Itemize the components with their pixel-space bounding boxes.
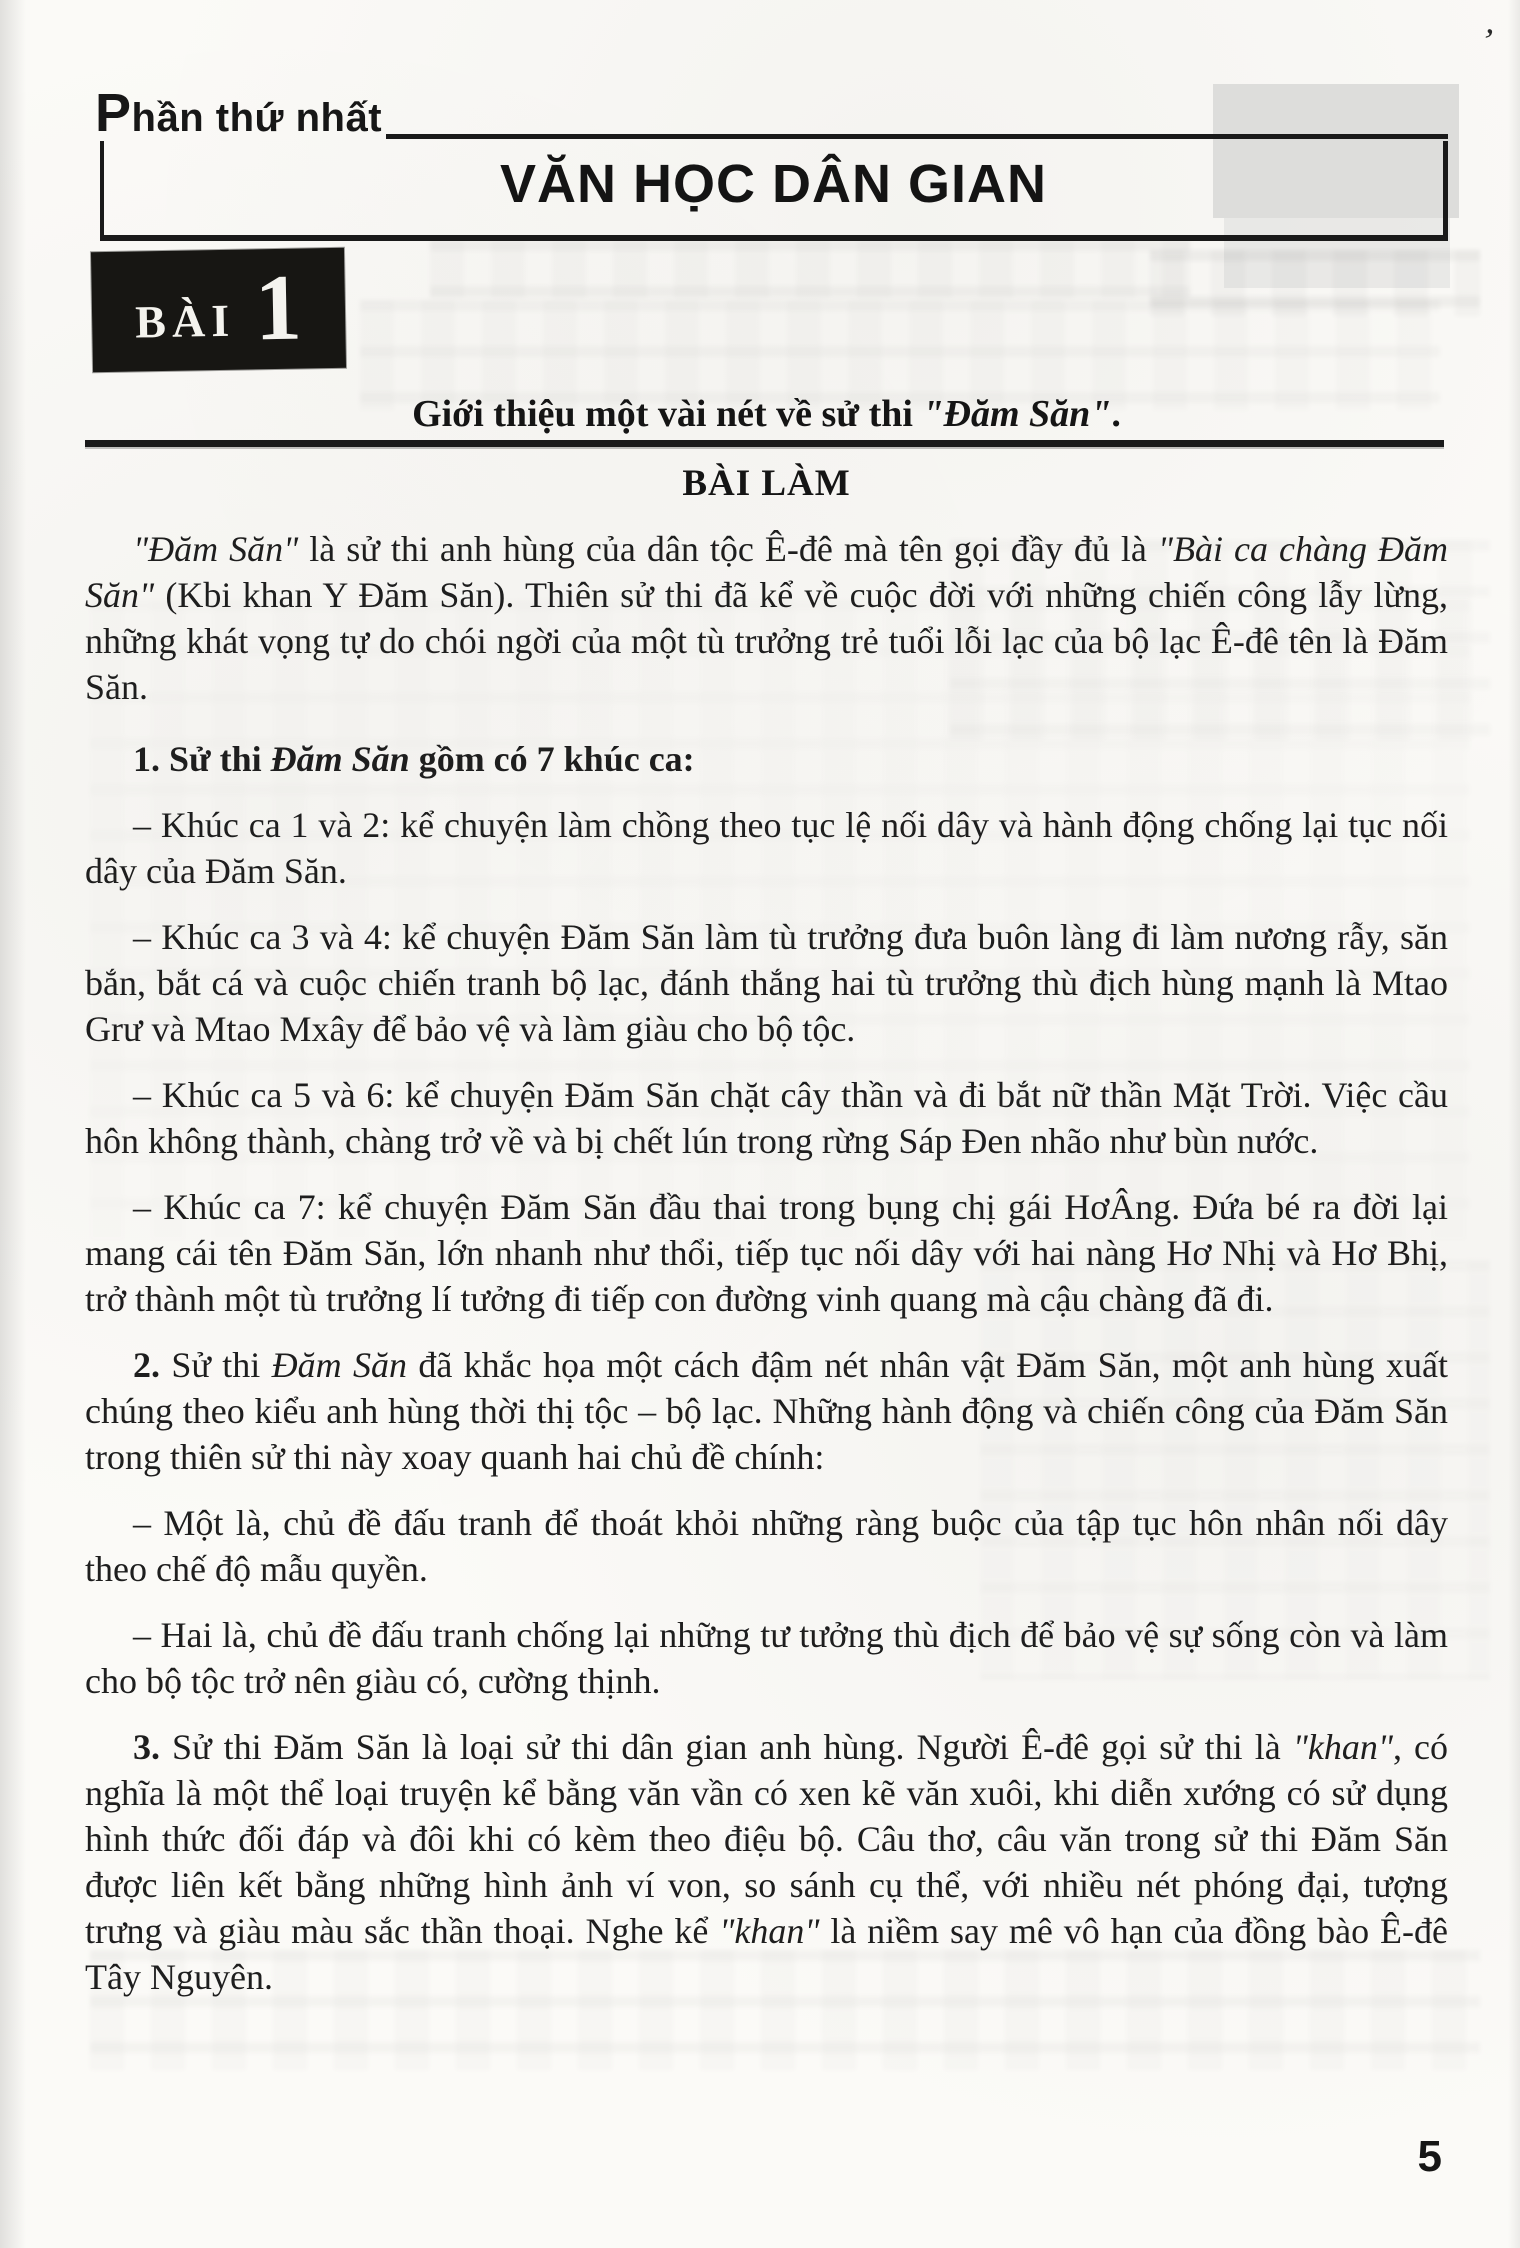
text-segment: – Một là, chủ đề đấu tranh để thoát khỏi những ràng buộc của tập tục hôn nhân nối dây theo chế độ mẫu quyền. — [85, 1503, 1448, 1589]
paragraph — [85, 1724, 1448, 2000]
part-underline — [386, 134, 1448, 139]
paragraph — [85, 1500, 1448, 1592]
text-segment: Đăm Săn — [270, 739, 410, 779]
text-segment: "khan" — [1292, 1727, 1393, 1767]
text-segment: 2. — [133, 1345, 160, 1385]
text-segment: – Khúc ca 7: kể chuyện Đăm Săn đầu thai trong bụng chị gái HơÂng. Đứa bé ra đời lại mang cái tên Đăm Săn, lớn nhanh như thổi, tiếp tục nối dây với hai nàng Hơ Nhị và Hơ Bhị, trở thành một tù trưởng lí tưởng đi tiếp con đường vinh quang mà cậu chàng đã đi. — [85, 1187, 1448, 1319]
text-segment: – Khúc ca 3 và 4: kể chuyện Đăm Săn làm tù trưởng đưa buôn làng đi làm nương rẫy, săn bắn, bắt cá và cuộc chiến tranh bộ lạc, đánh thắng hai tù trưởng thù địch hùng mạnh là Mtao Grư và Mtao Mxây để bảo vệ và làm giàu cho bộ tộc. — [85, 917, 1448, 1049]
text-segment: . — [1111, 393, 1121, 435]
essay-title — [85, 392, 1448, 436]
paragraph — [85, 1184, 1448, 1322]
text-segment: Đăm Săn — [271, 1345, 407, 1385]
text-segment: là sử thi anh hùng của dân tộc Ê-đê mà tên gọi đầy đủ là — [298, 529, 1158, 569]
text-segment: "Đăm Săn" — [133, 529, 299, 569]
text-segment: gồm có 7 khúc ca: — [409, 739, 695, 779]
scan-edge-shadow-left — [0, 0, 26, 2248]
text-segment: Sử thi Đăm Săn là loại sử thi dân gian anh hùng. Người Ê-đê gọi sử thi là — [160, 1727, 1293, 1767]
text-segment: 3. — [133, 1727, 160, 1767]
paragraph — [85, 1612, 1448, 1704]
text-segment: (Kbi khan Y Đăm Săn). Thiên sử thi đã kể về cuộc đời với những chiến công lẫy lừng, những khát vọng tự do chói ngời của một tù trưởng trẻ tuổi lỗi lạc của bộ lạc Ê-đê tên là Đăm Săn. — [85, 575, 1448, 707]
text-segment: "khan" — [719, 1911, 820, 1951]
section-title: VĂN HỌC DÂN GIAN — [499, 154, 1047, 214]
lesson-badge — [91, 248, 346, 372]
section-title-box — [100, 141, 1448, 241]
title-rule — [85, 440, 1444, 447]
answer-heading: BÀI LÀM — [682, 463, 851, 504]
essay-body — [85, 526, 1448, 2000]
text-segment: Sử thi — [160, 1345, 272, 1385]
paragraph — [85, 1342, 1448, 1480]
text-segment: – Hai là, chủ đề đấu tranh chống lại những tư tưởng thù địch để bảo vệ sự sống còn và làm cho bộ tộc trở nên giàu có, cường thịnh. — [85, 1615, 1448, 1701]
page-number: 5 — [1417, 2132, 1442, 2181]
paragraph — [85, 1072, 1448, 1164]
bleedthrough-artifact — [430, 240, 1190, 298]
text-segment: – Khúc ca 1 và 2: kể chuyện làm chồng theo tục lệ nối dây và hành động chống lại tục nối dây của Đăm Săn. — [85, 805, 1448, 891]
text-segment: – Khúc ca 5 và 6: kể chuyện Đăm Săn chặt cây thần và đi bắt nữ thần Mặt Trời. Việc cầu hôn không thành, chàng trở về và bị chết lún trong rừng Sáp Đen nhão như bùn nước. — [85, 1075, 1448, 1161]
scan-pen-mark: ’ — [1478, 20, 1498, 62]
paragraph — [85, 802, 1448, 894]
text-segment: 1. Sử thi — [133, 739, 271, 779]
text-segment: là niềm say mê vô hạn của đồng bào Ê-đê Tây Nguyên. — [85, 1911, 1448, 1997]
text-segment: , có nghĩa là một thể loại truyện kể bằng văn vần có xen kẽ văn xuôi, khi diễn xướng có sử dụng hình thức đối đáp và đôi khi có kèm theo điệu bộ. Câu thơ, câu văn trong sử thi Đăm Săn được liên kết bằng những hình ảnh ví von, so sánh cụ thể, với nhiều nét phóng đại, tượng trưng và giàu màu sắc thần thoại. Nghe kể — [85, 1727, 1448, 1951]
lesson-badge-label: BÀI — [134, 294, 236, 348]
part-header — [95, 83, 1448, 143]
paragraph — [85, 526, 1448, 710]
text-segment: "Bài ca chàng Đăm Săn" — [85, 529, 1449, 615]
part-label: Phần thứ nhất — [95, 83, 383, 143]
scan-edge-shadow-right — [1508, 0, 1520, 2248]
text-segment: đã khắc họa một cách đậm nét nhân vật Đăm Săn, một anh hùng xuất chúng theo kiểu anh hùng thời thị tộc – bộ lạc. Những hành động và chiến công của Đăm Săn trong thiên sử thi này xoay quanh hai chủ đề chính: — [85, 1345, 1449, 1477]
text-segment: Giới thiệu một vài nét về sử thi — [412, 393, 923, 435]
section-subheading — [85, 736, 1448, 782]
text-segment: "Đăm Săn" — [922, 393, 1112, 435]
paragraph — [85, 914, 1448, 1052]
lesson-badge-number: 1 — [253, 255, 303, 361]
